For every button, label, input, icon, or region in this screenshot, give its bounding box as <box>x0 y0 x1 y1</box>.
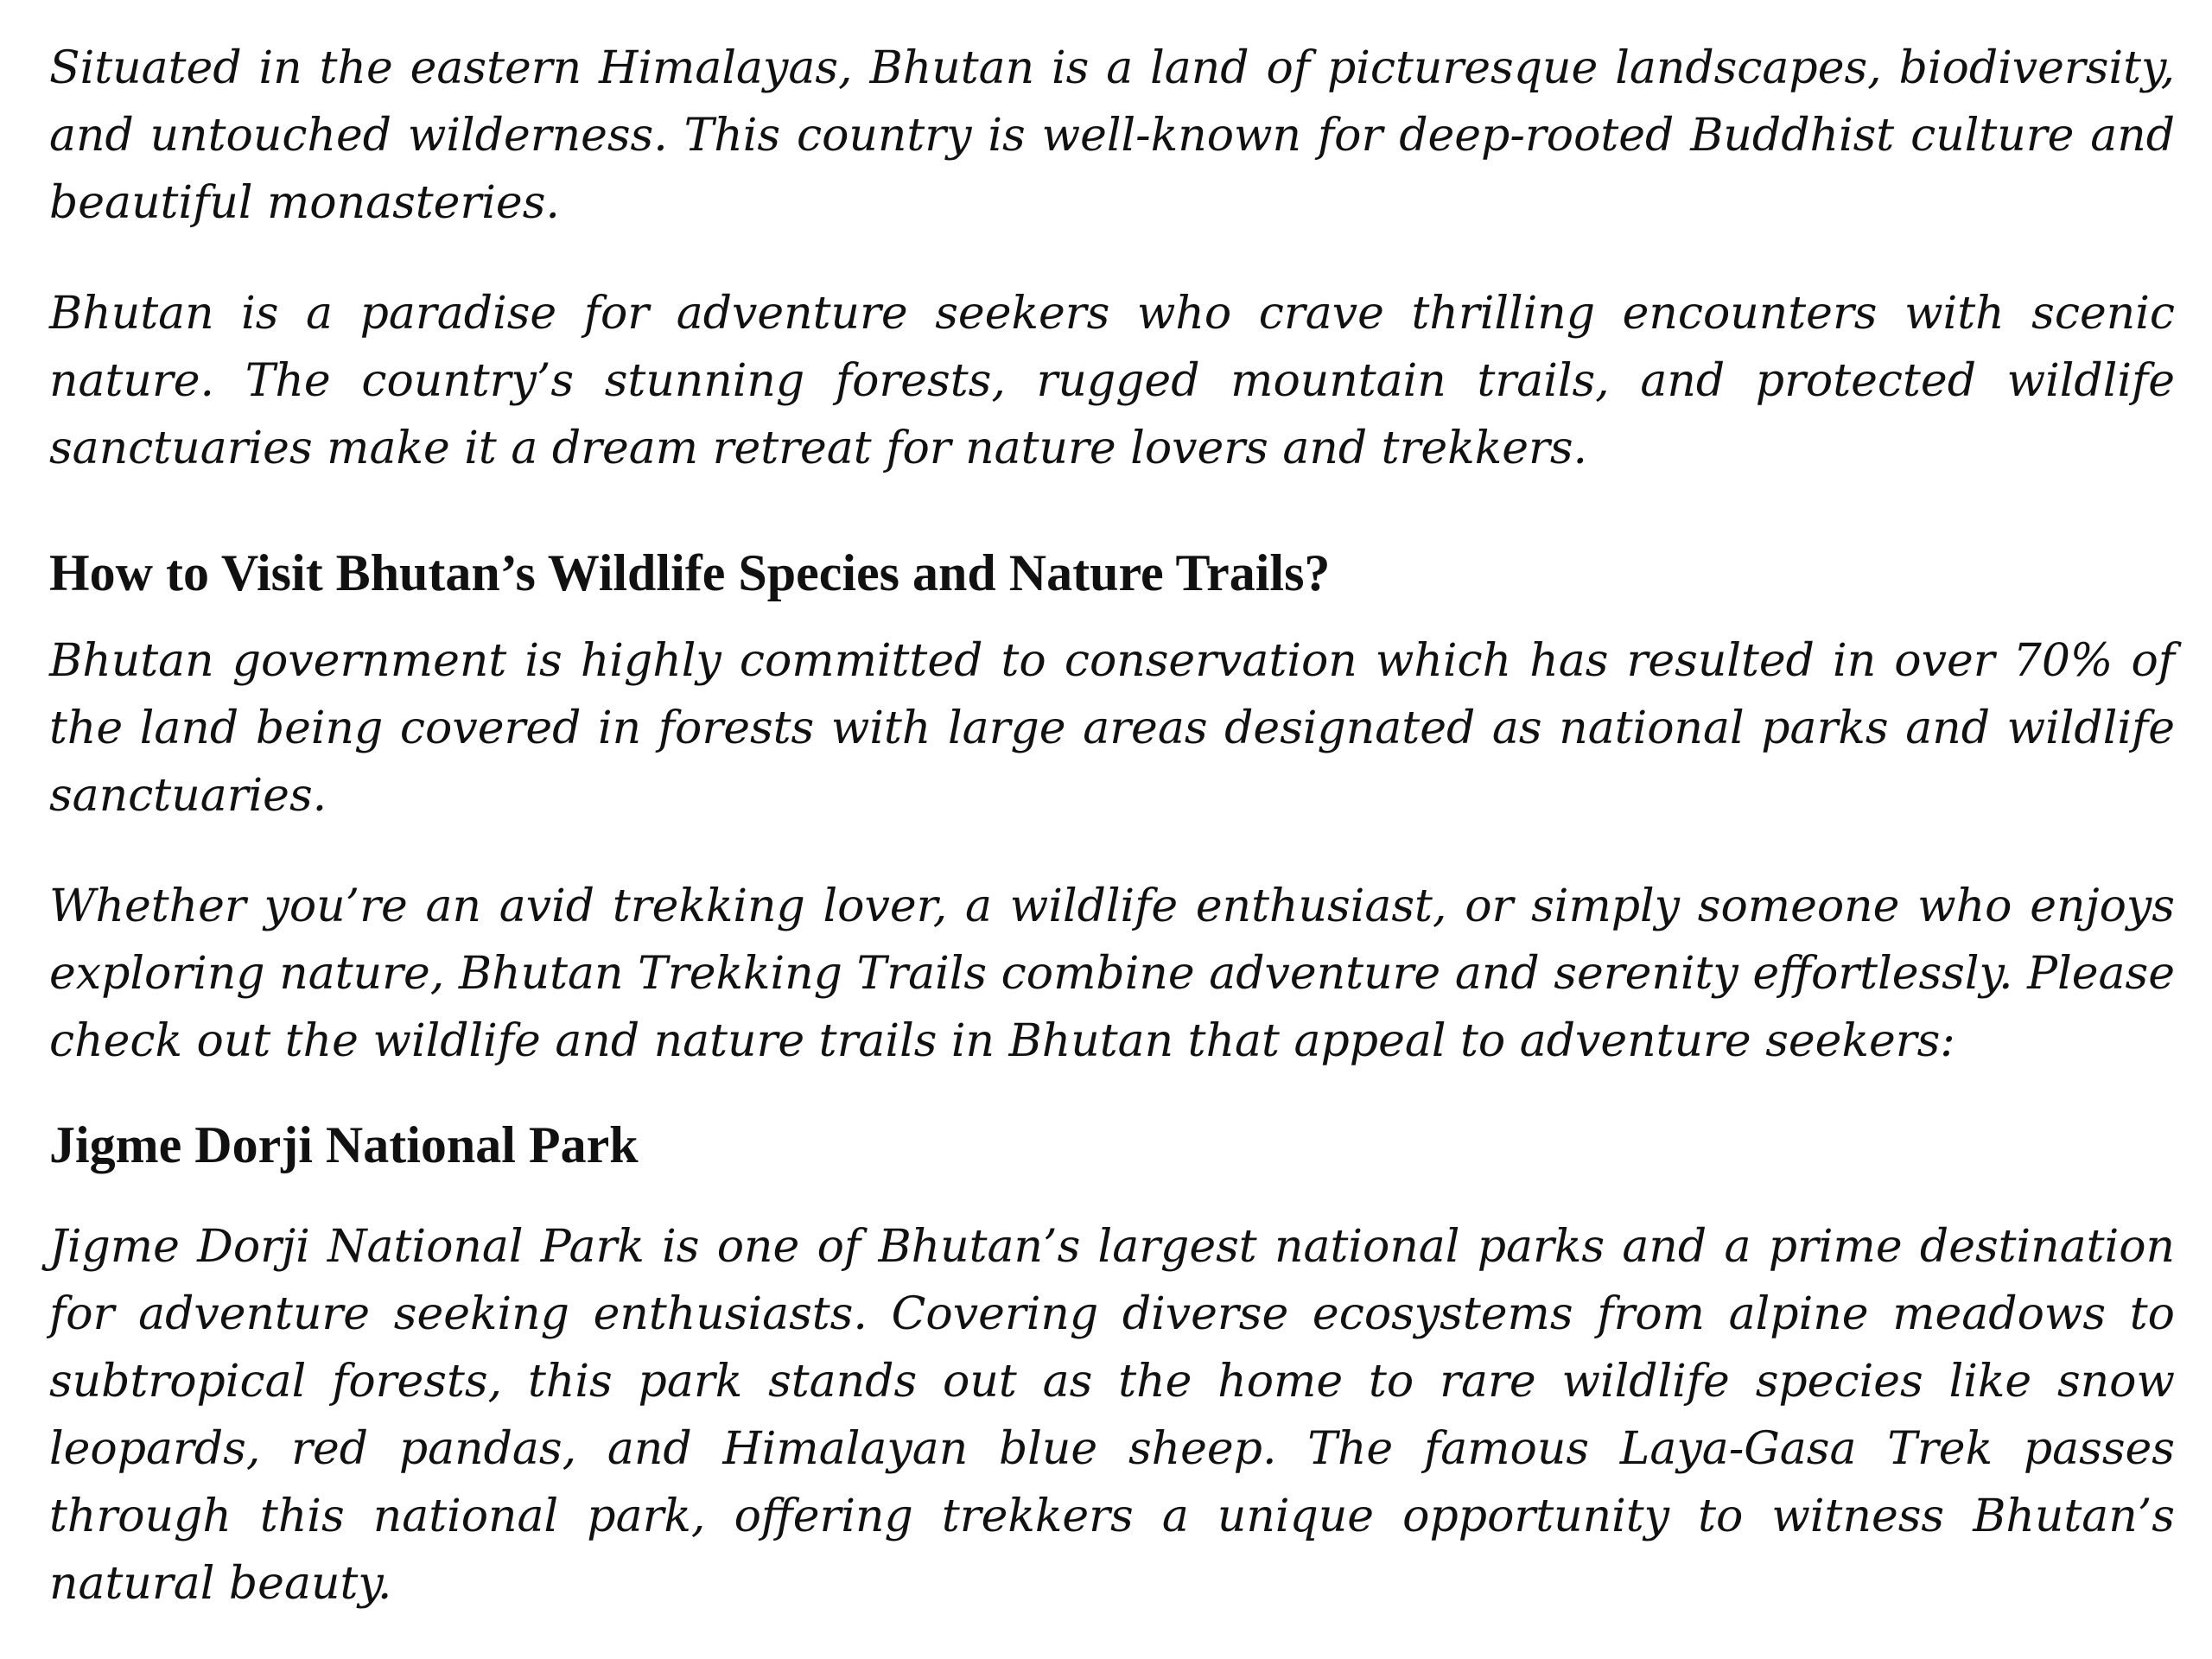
section-heading-wildlife-trails: How to Visit Bhutan’s Wildlife Species and Nature Trails? <box>49 544 1331 601</box>
document-body <box>49 35 2175 1618</box>
intro-paragraph: Situated in the eastern Himalayas, Bhutan is a land of picturesque landscapes, biodiversity, and untouched wilderness. This country is well-known for deep-rooted Buddhist culture and beautiful monasteries. <box>49 42 2175 229</box>
trekking-paragraph: Whether you’re an avid trekking lover, a wildlife enthusiast, or simply someone who enjoys exploring nature, Bhutan Trekking Trails combine adventure and serenity effortlessly. Please check out the wildlife and nature trails in Bhutan that appeal to adventure seekers: <box>49 880 2175 1067</box>
jigme-dorji-paragraph: Jigme Dorji National Park is one of Bhutan’s largest national parks and a prime destination for adventure seeking enthusiasts. Covering diverse ecosystems from alpine meadows to subtropical forests, this park stands out as the home to rare wildlife species like snow leopards, red pandas, and Himalayan blue sheep. The famous Laya-Gasa Trek passes through this national park, offering trekkers a unique opportunity to witness Bhutan’s natural beauty. <box>49 1221 2175 1610</box>
section-heading-jigme-dorji: Jigme Dorji National Park <box>49 1116 639 1173</box>
conservation-paragraph: Bhutan government is highly committed to conservation which has resulted in over 70% of the land being covered in forests with large areas designated as national parks and wildlife sanctuaries. <box>49 635 2175 822</box>
adventure-paragraph: Bhutan is a paradise for adventure seekers who crave thrilling encounters with scenic nature. The country’s stunning forests, rugged mountain trails, and protected wildlife sanctuaries make it a dream retreat for nature lovers and trekkers. <box>49 288 2175 474</box>
